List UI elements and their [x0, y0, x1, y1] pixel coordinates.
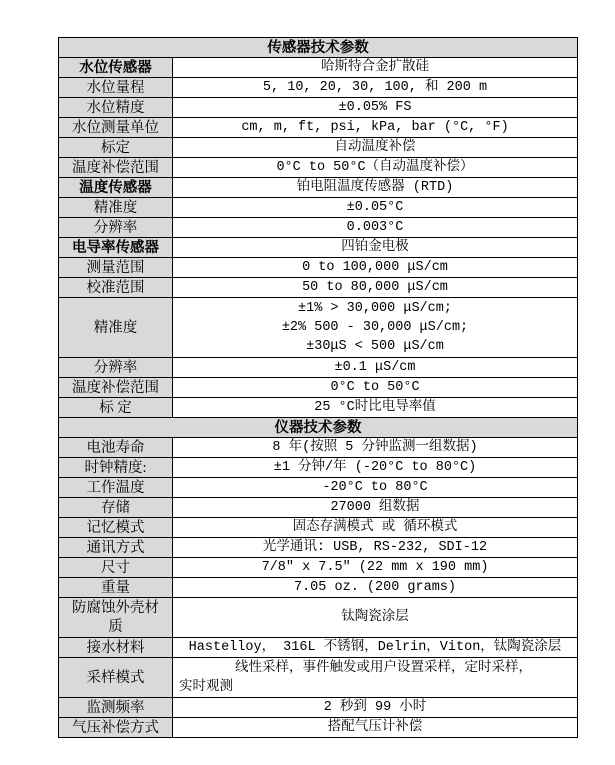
sampling-mode-label: 采样模式	[59, 658, 173, 698]
conductivity-accuracy-line: ±30μS < 500 μS/cm	[306, 339, 444, 354]
conductivity-resolution-label: 分辨率	[59, 358, 173, 378]
housing-material-value: 钛陶瓷涂层	[173, 598, 578, 638]
memory-mode-value: 固态存满模式 或 循环模式	[173, 518, 578, 538]
temperature-sensor-value: 铂电阻温度传感器 (RTD)	[173, 178, 578, 198]
battery-life-label: 电池寿命	[59, 438, 173, 458]
logging-rate-label: 监测频率	[59, 698, 173, 718]
temperature-resolution-value: 0.003°C	[173, 218, 578, 238]
dimensions-value: 7/8″ x 7.5″ (22 mm x 190 mm)	[173, 558, 578, 578]
dimensions-label: 尺寸	[59, 558, 173, 578]
temperature-sensor-row	[59, 178, 578, 198]
sampling-mode-line: 线性采样，事件触发或用户设置采样，定时采样，	[235, 660, 532, 676]
conductivity-accuracy-label: 精准度	[59, 298, 173, 358]
conductivity-accuracy-line: ±1% > 30,000 μS/cm;	[298, 301, 452, 316]
temperature-accuracy-value: ±0.05°C	[173, 198, 578, 218]
water-level-accuracy-value: ±0.05% FS	[173, 98, 578, 118]
conductivity-sensor-label: 电导率传感器	[59, 238, 173, 258]
housing-material-row	[59, 598, 578, 638]
communication-value: 光学通讯: USB, RS-232, SDI-12	[173, 538, 578, 558]
logging-rate-value: 2 秒到 99 小时	[173, 698, 578, 718]
storage-value: 27000 组数据	[173, 498, 578, 518]
water-level-calibration-label: 标定	[59, 138, 173, 158]
water-level-sensor-label: 水位传感器	[59, 58, 173, 78]
water-level-units-row	[59, 118, 578, 138]
conductivity-calibration-range-label: 校准范围	[59, 278, 173, 298]
conductivity-calibration-row	[59, 398, 578, 418]
conductivity-measurement-range-label: 测量范围	[59, 258, 173, 278]
conductivity-temp-compensation-row	[59, 378, 578, 398]
instrument-section-header	[59, 418, 578, 438]
conductivity-measurement-range-value: 0 to 100,000 μS/cm	[173, 258, 578, 278]
conductivity-measurement-range-row	[59, 258, 578, 278]
communication-row	[59, 538, 578, 558]
water-level-units-value: cm, m, ft, psi, kPa, bar (°C, °F)	[173, 118, 578, 138]
water-level-calibration-value: 自动温度补偿	[173, 138, 578, 158]
conductivity-accuracy-line: ±2% 500 - 30,000 μS/cm;	[281, 320, 469, 335]
temperature-resolution-label: 分辨率	[59, 218, 173, 238]
spec-table	[58, 37, 578, 738]
water-level-sensor-row	[59, 58, 578, 78]
conductivity-resolution-row	[59, 358, 578, 378]
water-level-range-row	[59, 78, 578, 98]
wetted-materials-value: Hastelloy， 316L 不锈钢，Delrin，Viton，钛陶瓷涂层	[173, 638, 578, 658]
logging-rate-row	[59, 698, 578, 718]
water-level-accuracy-label: 水位精度	[59, 98, 173, 118]
water-level-temp-compensation-value: 0°C to 50°C（自动温度补偿）	[173, 158, 578, 178]
water-level-range-value: 5, 10, 20, 30, 100, 和 200 m	[173, 78, 578, 98]
memory-mode-label: 记忆模式	[59, 518, 173, 538]
wetted-materials-label: 接水材料	[59, 638, 173, 658]
conductivity-calibration-value: 25 °C时比电导率值	[173, 398, 578, 418]
sampling-mode-value	[173, 658, 578, 698]
storage-row	[59, 498, 578, 518]
conductivity-calibration-range-row	[59, 278, 578, 298]
water-level-accuracy-row	[59, 98, 578, 118]
conductivity-sensor-row	[59, 238, 578, 258]
operating-temperature-row	[59, 478, 578, 498]
battery-life-row	[59, 438, 578, 458]
barometric-compensation-value: 搭配气压计补偿	[173, 718, 578, 738]
conductivity-temp-compensation-label: 温度补偿范围	[59, 378, 173, 398]
water-level-range-label: 水位量程	[59, 78, 173, 98]
conductivity-temp-compensation-value: 0°C to 50°C	[173, 378, 578, 398]
temperature-accuracy-label: 精准度	[59, 198, 173, 218]
sensor-section-header	[59, 38, 578, 58]
sampling-mode-row	[59, 658, 578, 698]
temperature-resolution-row	[59, 218, 578, 238]
sampling-mode-line: 实时观测	[179, 679, 233, 695]
clock-accuracy-value: ±1 分钟/年 (-20°C to 80°C)	[173, 458, 578, 478]
conductivity-calibration-range-value: 50 to 80,000 μS/cm	[173, 278, 578, 298]
weight-label: 重量	[59, 578, 173, 598]
sensor-section-title: 传感器技术参数	[59, 38, 578, 58]
water-level-temp-compensation-row	[59, 158, 578, 178]
temperature-accuracy-row	[59, 198, 578, 218]
storage-label: 存储	[59, 498, 173, 518]
wetted-materials-row	[59, 638, 578, 658]
water-level-calibration-row	[59, 138, 578, 158]
barometric-compensation-label: 气压补偿方式	[59, 718, 173, 738]
housing-material-label	[59, 598, 173, 638]
water-level-sensor-value: 哈斯特合金扩散硅	[173, 58, 578, 78]
instrument-section-title: 仪器技术参数	[59, 418, 578, 438]
barometric-compensation-row	[59, 718, 578, 738]
communication-label: 通讯方式	[59, 538, 173, 558]
dimensions-row	[59, 558, 578, 578]
operating-temperature-value: -20°C to 80°C	[173, 478, 578, 498]
conductivity-accuracy-value	[173, 298, 578, 358]
weight-row	[59, 578, 578, 598]
water-level-units-label: 水位测量单位	[59, 118, 173, 138]
operating-temperature-label: 工作温度	[59, 478, 173, 498]
conductivity-calibration-label: 标 定	[59, 398, 173, 418]
conductivity-resolution-value: ±0.1 μS/cm	[173, 358, 578, 378]
conductivity-sensor-value: 四铂金电极	[173, 238, 578, 258]
water-level-temp-compensation-label: 温度补偿范围	[59, 158, 173, 178]
housing-material-label-line: 质	[108, 618, 123, 635]
conductivity-accuracy-row	[59, 298, 578, 358]
housing-material-label-line: 防腐蚀外壳材	[72, 599, 159, 616]
memory-mode-row	[59, 518, 578, 538]
clock-accuracy-label: 时钟精度:	[59, 458, 173, 478]
battery-life-value: 8 年(按照 5 分钟监测一组数据)	[173, 438, 578, 458]
temperature-sensor-label: 温度传感器	[59, 178, 173, 198]
clock-accuracy-row	[59, 458, 578, 478]
weight-value: 7.05 oz. (200 grams)	[173, 578, 578, 598]
